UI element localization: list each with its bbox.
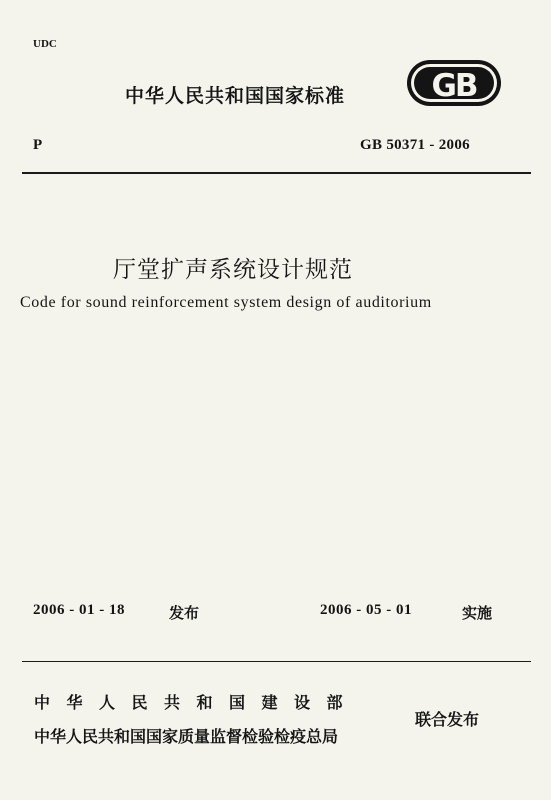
issuer-ministry-of-construction: 中华人民共和国建设部: [34, 693, 360, 712]
implementation-label: 实施: [462, 604, 493, 622]
gb-logo: [406, 59, 502, 107]
standard-number: GB 50371 - 2006: [360, 137, 470, 153]
issue-date: 2006 - 01 - 18: [33, 602, 125, 618]
classification-code: P: [33, 137, 43, 153]
title-english: Code for sound reinforcement system design of auditorium: [20, 294, 432, 311]
gb-logo-text: GB: [431, 68, 477, 104]
implementation-date: 2006 - 05 - 01: [320, 602, 412, 618]
issuer-aqsiq: 中华人民共和国国家质量监督检验检疫总局: [34, 727, 339, 746]
udc-label: UDC: [33, 38, 57, 50]
title-chinese: 厅堂扩声系统设计规范: [113, 257, 353, 283]
top-divider: [22, 172, 531, 174]
national-standard-heading: 中华人民共和国国家标准: [125, 85, 346, 107]
bottom-divider: [22, 661, 531, 662]
issue-label: 发布: [169, 604, 200, 622]
joint-release-label: 联合发布: [415, 710, 480, 729]
